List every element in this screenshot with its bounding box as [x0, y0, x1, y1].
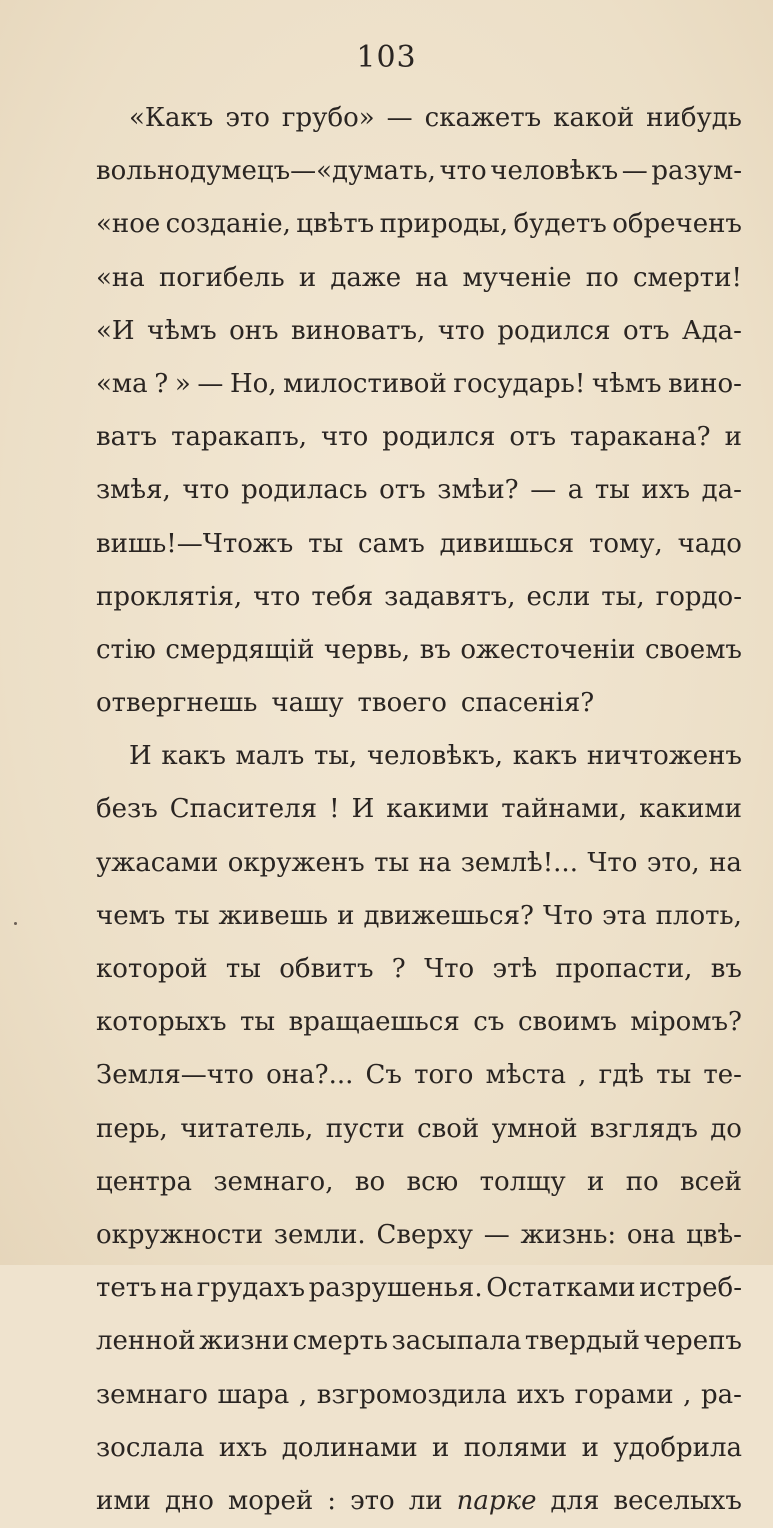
word: грубо» [281, 103, 375, 133]
text-line [96, 1422, 742, 1475]
text-line [96, 145, 742, 198]
word: это, [646, 847, 700, 878]
word: зослала [96, 1432, 205, 1463]
word: , [578, 1060, 587, 1091]
word: ли [408, 1485, 443, 1516]
word: цвѣ- [686, 1219, 742, 1250]
word: вращаешься [288, 1007, 460, 1038]
word: долинами [281, 1432, 418, 1463]
word: спасенія? [460, 688, 595, 719]
word: таракапъ, [171, 422, 308, 453]
word: землѣ!... [460, 847, 578, 878]
word: погибель [158, 262, 285, 293]
word: пусти [325, 1113, 405, 1144]
word: и [724, 422, 742, 453]
word: ничтоженъ [586, 741, 742, 772]
word: а [567, 475, 584, 506]
word: на [709, 847, 742, 878]
word: Что [587, 847, 638, 878]
word: чѣмъ [147, 315, 217, 346]
word: : [327, 1485, 337, 1516]
word: и [587, 1166, 605, 1197]
word: взглядъ [589, 1113, 698, 1144]
text-line [96, 1369, 742, 1422]
word: того [414, 1060, 474, 1091]
word: жизнь: [520, 1219, 617, 1250]
word: государь! [453, 368, 586, 399]
word: онъ [229, 315, 279, 346]
word: жизни [199, 1326, 290, 1357]
word: виноватъ, [291, 315, 426, 346]
word: что [253, 581, 301, 612]
word: грудахъ [196, 1273, 306, 1304]
text-line [96, 252, 742, 305]
word: черепъ [643, 1326, 742, 1357]
word: земли. [273, 1219, 366, 1250]
word: «на [96, 262, 145, 293]
word: горами [574, 1379, 674, 1410]
word: съ [473, 1007, 505, 1038]
word: да- [701, 475, 742, 506]
word: ленной [96, 1326, 196, 1357]
word: что [437, 315, 485, 346]
word: по [625, 1166, 659, 1197]
word: ты [374, 847, 410, 878]
word: проклятія, [96, 581, 243, 612]
word: «ма [96, 368, 148, 399]
word: стію [96, 634, 156, 665]
word: ужасами [96, 847, 219, 878]
word: — [530, 475, 557, 506]
word: ими [96, 1485, 151, 1516]
text-line [96, 464, 742, 517]
word: она?... [266, 1060, 354, 1091]
word: будетъ [513, 209, 607, 240]
word: плоть, [655, 900, 742, 931]
word: ? [391, 954, 406, 984]
word: веселыхъ [613, 1485, 742, 1516]
word: что [321, 422, 369, 453]
word: , [298, 1379, 308, 1410]
word: вино- [668, 368, 742, 399]
word: созданіе, [165, 209, 291, 240]
word: и [432, 1432, 450, 1463]
word: эта [602, 900, 647, 931]
word: мученіе [462, 262, 572, 293]
word: окруженъ [227, 847, 365, 878]
word: на [160, 1273, 194, 1304]
word: скажетъ [424, 103, 542, 133]
word: самъ [357, 528, 425, 559]
word: Ада- [681, 315, 742, 346]
word: ихъ [641, 475, 691, 506]
word: на [418, 847, 452, 878]
word: мѣста [485, 1060, 566, 1091]
text-line [96, 783, 742, 836]
text-line [96, 730, 742, 783]
text-line [96, 1103, 742, 1156]
word: въ [419, 634, 451, 665]
word: она [626, 1219, 676, 1250]
word: если [526, 581, 591, 612]
word: вольнодумецъ—«думать, [96, 156, 436, 187]
text-line [96, 890, 742, 943]
word: малъ [235, 741, 305, 772]
word: ! [329, 794, 340, 825]
word: тому, [588, 528, 663, 559]
text-line [96, 411, 742, 464]
word: ожесточеніи [460, 634, 636, 665]
word: таракана? [570, 422, 711, 453]
word: и [581, 1432, 599, 1463]
word: умной [491, 1113, 578, 1144]
text-line [96, 198, 742, 251]
text-line [96, 677, 742, 730]
page-number: 103 [356, 40, 417, 75]
word: какой [553, 103, 635, 133]
word: — [621, 156, 648, 187]
word: которой [96, 954, 208, 984]
word: задавятъ, [384, 581, 516, 612]
word: что [439, 156, 487, 187]
word: тетъ [96, 1273, 157, 1304]
word: смердящій [165, 634, 315, 665]
word: — [197, 368, 224, 399]
word: ра- [701, 1379, 742, 1410]
word: , [683, 1379, 692, 1410]
word: полями [463, 1432, 568, 1463]
word: нибудь [646, 103, 742, 133]
word: чѣмъ [591, 368, 662, 399]
word: обвитъ [279, 954, 374, 984]
word: окружности [96, 1219, 264, 1250]
word: какими [386, 794, 490, 825]
word: что [182, 475, 230, 506]
word: дно [164, 1485, 214, 1516]
word: ихъ [516, 1379, 566, 1410]
text-line [96, 358, 742, 411]
word: Спасителя [169, 794, 318, 825]
word: разрушенья. [308, 1273, 483, 1304]
word: ихъ [218, 1432, 268, 1463]
word: И [129, 741, 152, 772]
word: удобрила [613, 1432, 742, 1463]
word: міромъ? [630, 1007, 742, 1038]
margin-speck [14, 922, 17, 925]
word: «Какъ [129, 103, 214, 133]
text-line [96, 92, 742, 145]
word: даже [330, 262, 402, 293]
word: въ [710, 954, 742, 984]
text-line [96, 571, 742, 624]
text-line [96, 943, 742, 996]
text-line [96, 518, 742, 571]
word: отъ [509, 422, 557, 453]
word: морей [227, 1485, 314, 1516]
word: во [354, 1166, 386, 1197]
word: читатель, [180, 1113, 314, 1144]
word: те- [703, 1060, 742, 1091]
word: безъ [96, 794, 158, 825]
word: обреченъ [612, 209, 742, 240]
word: всю [406, 1166, 459, 1197]
word: взгромоздила [316, 1379, 507, 1410]
word: Остатками [486, 1273, 636, 1304]
word: » [174, 368, 191, 399]
word: и [298, 262, 317, 293]
word: какъ [512, 741, 578, 772]
word: своемъ [644, 634, 742, 665]
word: Что [424, 954, 475, 984]
word: человѣкъ, [366, 741, 504, 772]
word: родился [497, 315, 611, 346]
word: которыхъ [96, 1007, 227, 1038]
word: живешь [218, 900, 329, 931]
word: чемъ [96, 900, 166, 931]
word: смерть [292, 1326, 389, 1357]
text-line [96, 1156, 742, 1209]
word: ты [656, 1060, 692, 1091]
word: движешься? [363, 900, 534, 931]
italic-word: парке [456, 1485, 537, 1516]
word: смерти! [632, 262, 742, 293]
word: Но, [229, 368, 277, 399]
text-line [96, 1209, 742, 1262]
word: чашу [271, 688, 344, 719]
word: родился [382, 422, 496, 453]
word: какъ [161, 741, 226, 772]
word: ты [225, 954, 261, 984]
word: Сверху [376, 1219, 473, 1250]
word: центра [96, 1166, 192, 1197]
word: чадо [677, 528, 742, 559]
word: свой [417, 1113, 480, 1144]
word: милостивой [283, 368, 447, 399]
word: истреб- [639, 1273, 742, 1304]
word: своимъ [517, 1007, 617, 1038]
word: «ное [96, 209, 161, 240]
text-line [96, 305, 742, 358]
text-line [96, 996, 742, 1049]
text-line [96, 1049, 742, 1102]
word: цвѣтъ [296, 209, 375, 240]
word: отъ [622, 315, 670, 346]
word: змѣи? [437, 475, 519, 506]
word: змѣя, [96, 475, 171, 506]
text-line [96, 624, 742, 677]
word: всей [680, 1166, 742, 1197]
word: ты, [313, 741, 358, 772]
word: земнаго [96, 1379, 208, 1410]
word: — [386, 103, 413, 133]
word: И [351, 794, 375, 825]
text-line [96, 1475, 742, 1528]
word: перь, [96, 1113, 168, 1144]
text-line [96, 1315, 742, 1368]
word: Земля—что [96, 1060, 254, 1091]
word: Съ [365, 1060, 402, 1091]
word: ты [308, 528, 344, 559]
word: ты [240, 1007, 276, 1038]
word: до [710, 1113, 742, 1144]
word: ? [154, 368, 169, 399]
word: разум- [651, 156, 742, 187]
text-line [96, 1262, 742, 1315]
word: ты, [601, 581, 645, 612]
word: это [350, 1485, 395, 1516]
body-text [96, 92, 742, 1528]
word: шара [217, 1379, 290, 1410]
word: гордо- [655, 581, 742, 612]
word: человѣкъ [490, 156, 619, 187]
word: Что [542, 900, 594, 931]
word: это [225, 103, 270, 133]
word: по [585, 262, 619, 293]
word: природы, [379, 209, 509, 240]
word: червь, [323, 634, 411, 665]
word: «И [96, 315, 135, 346]
word: твоего [357, 688, 447, 719]
word: засыпала [391, 1326, 522, 1357]
word: отъ [379, 475, 426, 506]
word: для [550, 1485, 600, 1516]
word: дивишься [439, 528, 575, 559]
word: родилась [241, 475, 368, 506]
word: ты [174, 900, 210, 931]
word: и [337, 900, 355, 931]
text-line [96, 837, 742, 890]
word: ты [594, 475, 630, 506]
word: толщу [479, 1166, 566, 1197]
word: тайнами, [501, 794, 628, 825]
word: гдѣ [598, 1060, 644, 1091]
word: твердый [524, 1326, 640, 1357]
word: вишь!—Чтожъ [96, 528, 294, 559]
word: на [415, 262, 449, 293]
word: этѣ [492, 954, 538, 984]
word: тебя [311, 581, 374, 612]
word: отвергнешь [96, 688, 258, 719]
word: ватъ [96, 422, 158, 453]
word: пропасти, [555, 954, 693, 984]
word: какими [639, 794, 742, 825]
word: — [483, 1219, 510, 1250]
word: земнаго, [213, 1166, 334, 1197]
